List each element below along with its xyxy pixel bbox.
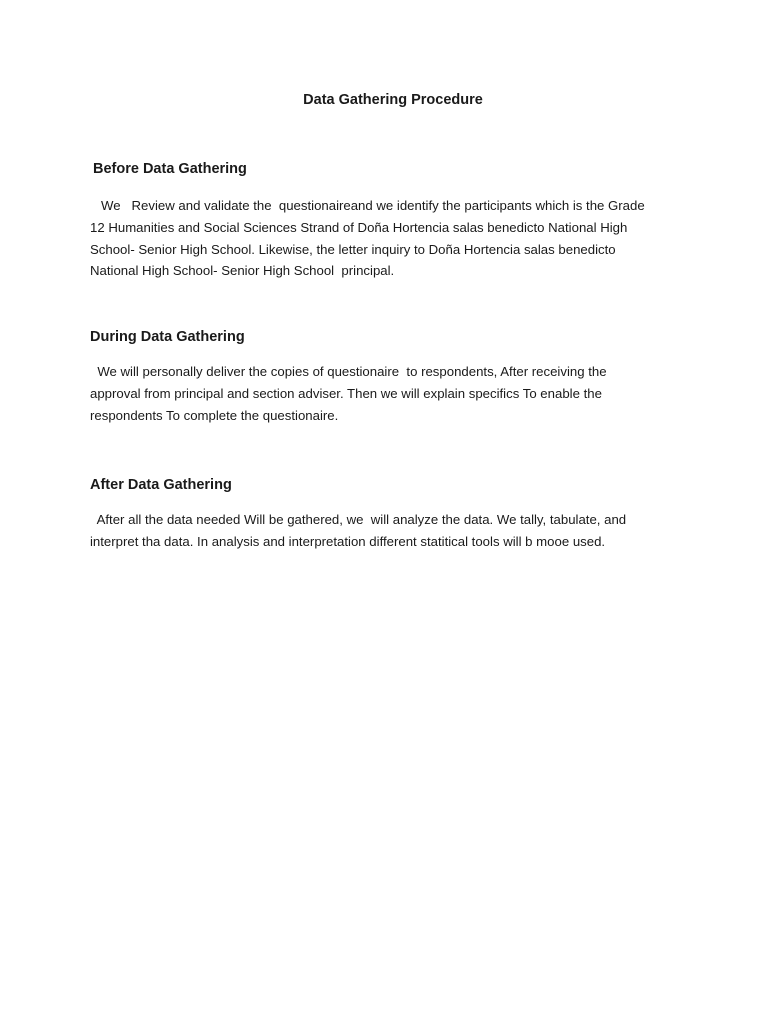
- paragraph-line: National High School- Senior High School principal.: [90, 263, 395, 279]
- paragraph-line: After all the data needed Will be gathered, we will analyze the data. We tally, tabulate, and: [90, 512, 627, 527]
- paragraph-line: interpret tha data. In analysis and interpretation different statitical tools will b mooe used.: [90, 533, 606, 549]
- section-paragraph: [90, 509, 690, 553]
- section-paragraph: [90, 195, 690, 282]
- paragraph-line: We will personally deliver the copies of questionaire to respondents, After receiving the: [90, 364, 607, 379]
- section-paragraph: [90, 361, 690, 426]
- paragraph-line: We Review and validate the questionaireand we identify the participants which is the Grade: [90, 198, 645, 213]
- section-heading: During Data Gathering: [90, 329, 245, 345]
- paragraph-line: School- Senior High School. Likewise, the letter inquiry to Doña Hortencia salas benedicto: [90, 241, 616, 257]
- section-after-data-gathering: [90, 475, 690, 553]
- section-before-data-gathering: [90, 159, 690, 282]
- section-heading: Before Data Gathering: [93, 161, 247, 177]
- paragraph-line: respondents To complete the questionaire.: [90, 407, 339, 423]
- paragraph-line: approval from principal and section adviser. Then we will explain specifics To enable the: [90, 385, 602, 401]
- section-heading: After Data Gathering: [90, 477, 232, 493]
- section-during-data-gathering: [90, 327, 690, 426]
- paragraph-line: 12 Humanities and Social Sciences Strand of Doña Hortencia salas benedicto National High: [90, 219, 628, 235]
- document-title: Data Gathering Procedure: [303, 92, 483, 108]
